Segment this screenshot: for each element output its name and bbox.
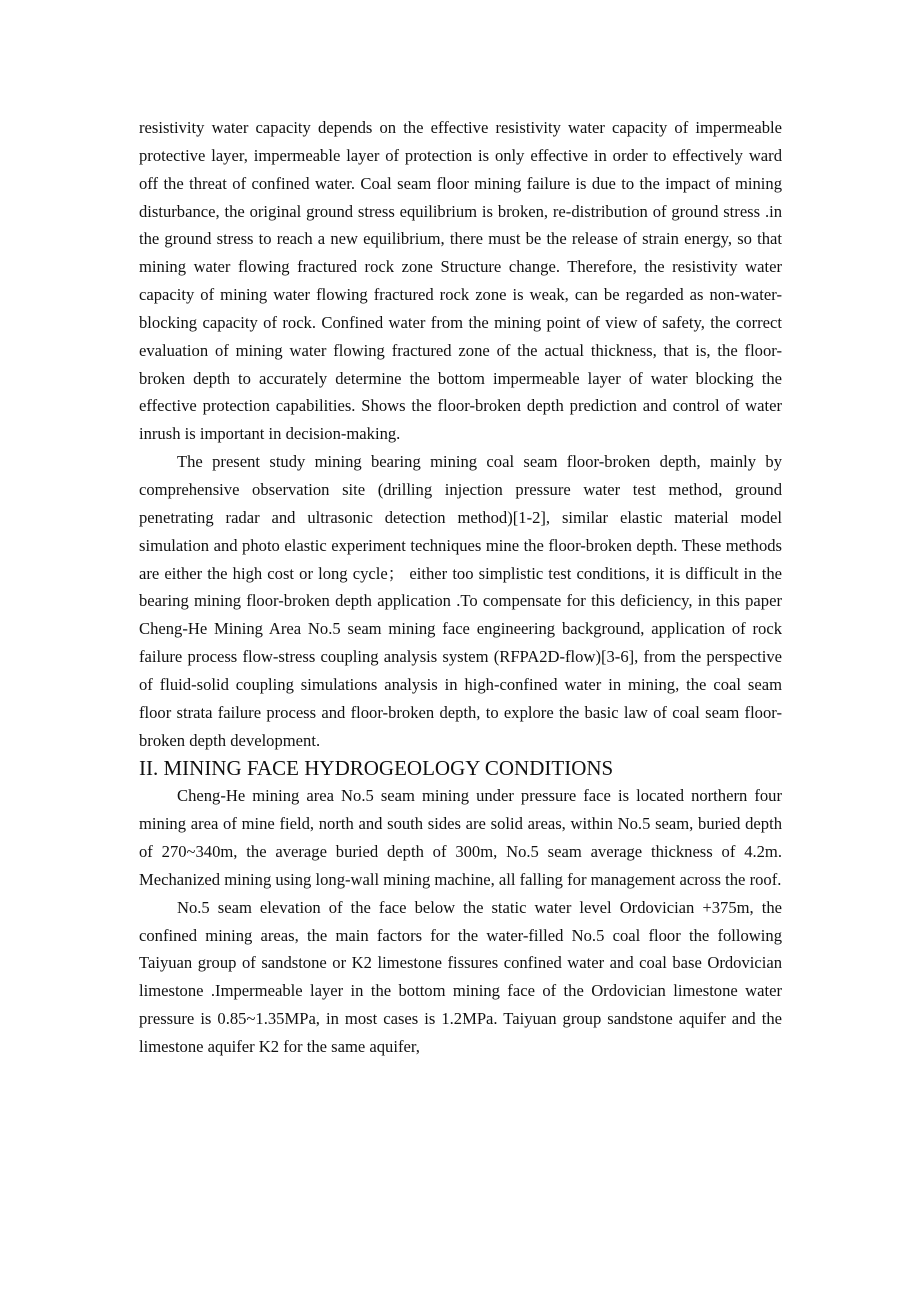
paragraph-present-study: The present study mining bearing mining coal seam floor-broken depth, mainly by comprehensive observation site (drilling injection pressure water test method, ground penetrating radar and ultrasonic detection method)[1-2], similar elastic material model simulation and photo elastic experiment techniques mine the floor-broken depth. These methods are either the high cost or long cycle； either too simplistic test conditions, it is difficult in the bearing mining floor-broken depth application .To compensate for this deficiency, in this paper Cheng-He Mining Area No.5 seam mining face engineering background, application of rock failure process flow-stress coupling analysis system (RFPA2D-flow)[3-6], from the perspective of fluid-solid coupling simulations analysis in high-confined water in mining, the coal seam floor strata failure process and floor-broken depth, to explore the basic law of coal seam floor-broken depth development. — [139, 452, 782, 750]
paragraph-resistivity: resistivity water capacity depends on the effective resistivity water capacity of impermeable protective layer, impermeable layer of protection is only effective in order to effectively ward off the threat of confined water. Coal seam floor mining failure is due to the impact of mining disturbance, the original ground stress equilibrium is broken, re-distribution of ground stress .in the ground stress to reach a new equilibrium, there must be the release of strain energy, so that mining water flowing fractured rock zone Structure change. Therefore, the resistivity water capacity of mining water flowing fractured rock zone is weak, can be regarded as non-water-blocking capacity of rock. Confined water from the mining point of view of safety, the correct evaluation of mining water flowing fractured zone of the actual thickness, that is, the floor-broken depth to accurately determine the bottom impermeable layer of water blocking the effective protection capabilities. Shows the floor-broken depth prediction and control of water inrush is important in decision-making. — [139, 118, 782, 444]
paragraph-cheng-he: Cheng-He mining area No.5 seam mining under pressure face is located northern four mining area of mine field, north and south sides are solid areas, within No.5 seam, buried depth of 270~340m, the average buried depth of 300m, No.5 seam average thickness of 4.2m. Mechanized mining using long-wall mining machine, all falling for management across the roof. — [139, 786, 782, 889]
document-page — [139, 114, 782, 1061]
paragraph-no5-seam: No.5 seam elevation of the face below the static water level Ordovician +375m, the confined mining areas, the main factors for the water-filled No.5 coal floor the following Taiyuan group of sandstone or K2 limestone fissures confined water and coal base Ordovician limestone .Impermeable layer in the bottom mining face of the Ordovician limestone water pressure is 0.85~1.35MPa, in most cases is 1.2MPa. Taiyuan group sandstone aquifer and the limestone aquifer K2 for the same aquifer, — [139, 897, 782, 1056]
section-heading: II. MINING FACE HYDROGEOLOGY CONDITIONS — [139, 756, 614, 781]
